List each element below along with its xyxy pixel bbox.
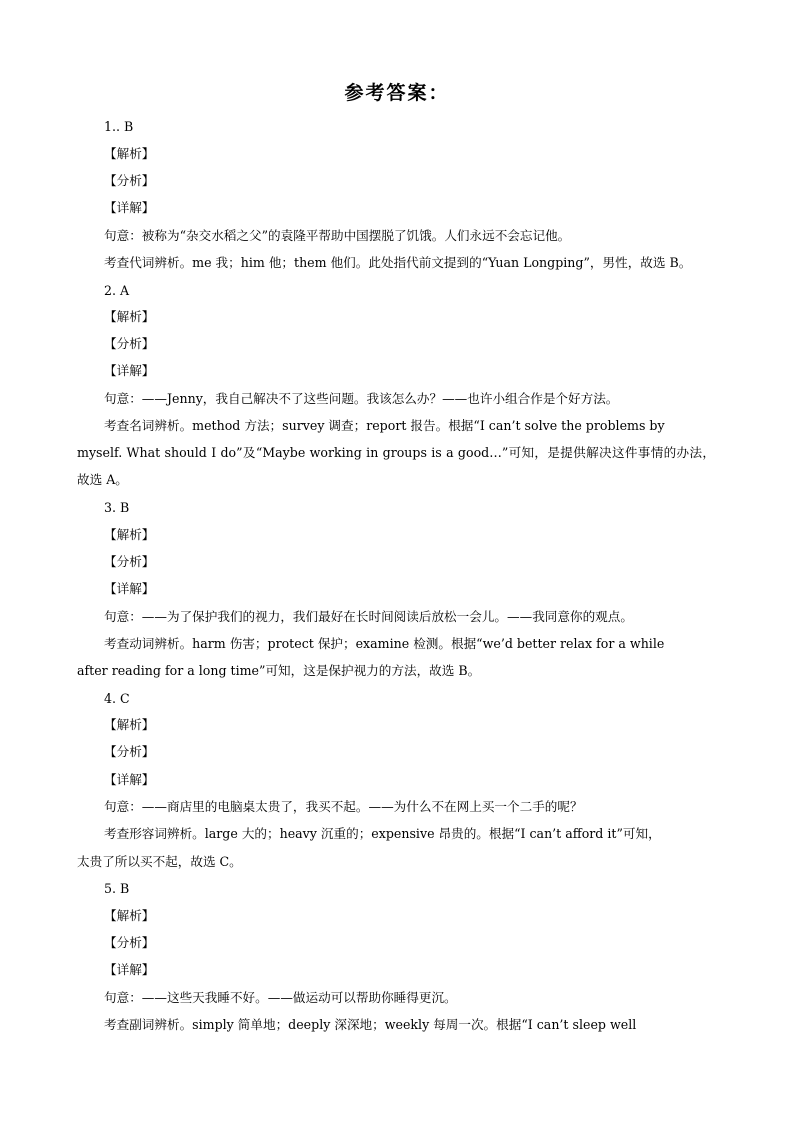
question-3-translation: 句意：——为了保护我们的视力，我们最好在长时间阅读后放松一会儿。——我同意你的观点。 — [104, 609, 633, 624]
question-1-answer: 1.. B — [104, 119, 134, 134]
question-3-explanation-line-2: after reading for a long time”可知，这是保护视力的方法，故选 B。 — [77, 663, 481, 678]
question-4-answer: 4. C — [104, 691, 130, 706]
question-2-explanation-line-2: myself. What should I do”及“Maybe working in groups is a good…”可知，是提供解决这件事情的办法， — [77, 445, 715, 460]
question-4-explanation-line-2: 太贵了所以买不起，故选 C。 — [77, 854, 242, 869]
question-2-translation: 句意：——Jenny，我自己解决不了这些问题。我该怎么办？——也许小组合作是个好方法。 — [104, 391, 619, 406]
question-1-translation: 句意：被称为“杂交水稻之父”的袁隆平帮助中国摆脱了饥饿。人们永远不会忘记他。 — [104, 228, 571, 243]
question-5-jiexi: 【解析】 — [104, 908, 155, 923]
question-4-explanation-line-1: 考查形容词辨析。large 大的；heavy 沉重的；expensive 昂贵的。根据“I can’t afford it”可知， — [104, 826, 661, 841]
question-2-xiangjie: 【详解】 — [104, 363, 155, 378]
question-3-answer: 3. B — [104, 500, 130, 515]
question-1-explanation: 考查代词辨析。me 我；him 他；them 他们。此处指代前文提到的“Yuan Longping”，男性，故选 B。 — [104, 255, 692, 270]
question-4-xiangjie: 【详解】 — [104, 772, 155, 787]
question-1-fenxi: 【分析】 — [104, 173, 155, 188]
question-5-explanation-line-1: 考查副词辨析。simply 简单地；deeply 深深地；weekly 每周一次。根据“I can’t sleep well — [104, 1017, 637, 1032]
question-2-fenxi: 【分析】 — [104, 336, 155, 351]
question-2-explanation-line-1: 考查名词辨析。method 方法；survey 调查；report 报告。根据“I can’t solve the problems by — [104, 418, 665, 433]
question-5-translation: 句意：——这些天我睡不好。——做运动可以帮助你睡得更沉。 — [104, 990, 457, 1005]
question-3-fenxi: 【分析】 — [104, 554, 155, 569]
question-1-jiexi: 【解析】 — [104, 146, 155, 161]
question-5-fenxi: 【分析】 — [104, 935, 155, 950]
question-2-answer: 2. A — [104, 283, 130, 298]
question-1-xiangjie: 【详解】 — [104, 200, 155, 215]
question-3-jiexi: 【解析】 — [104, 527, 155, 542]
question-2-jiexi: 【解析】 — [104, 309, 155, 324]
question-3-explanation-line-1: 考查动词辨析。harm 伤害；protect 保护；examine 检测。根据“we’d better relax for a while — [104, 636, 665, 651]
question-5-xiangjie: 【详解】 — [104, 962, 155, 977]
question-4-translation: 句意：——商店里的电脑桌太贵了，我买不起。——为什么不在网上买一个二手的呢？ — [104, 799, 583, 814]
page-title: 参考答案： — [344, 82, 450, 104]
question-4-fenxi: 【分析】 — [104, 744, 155, 759]
question-4-jiexi: 【解析】 — [104, 717, 155, 732]
question-5-answer: 5. B — [104, 881, 130, 896]
question-2-explanation-line-3: 故选 A。 — [77, 472, 128, 487]
question-3-xiangjie: 【详解】 — [104, 581, 155, 596]
